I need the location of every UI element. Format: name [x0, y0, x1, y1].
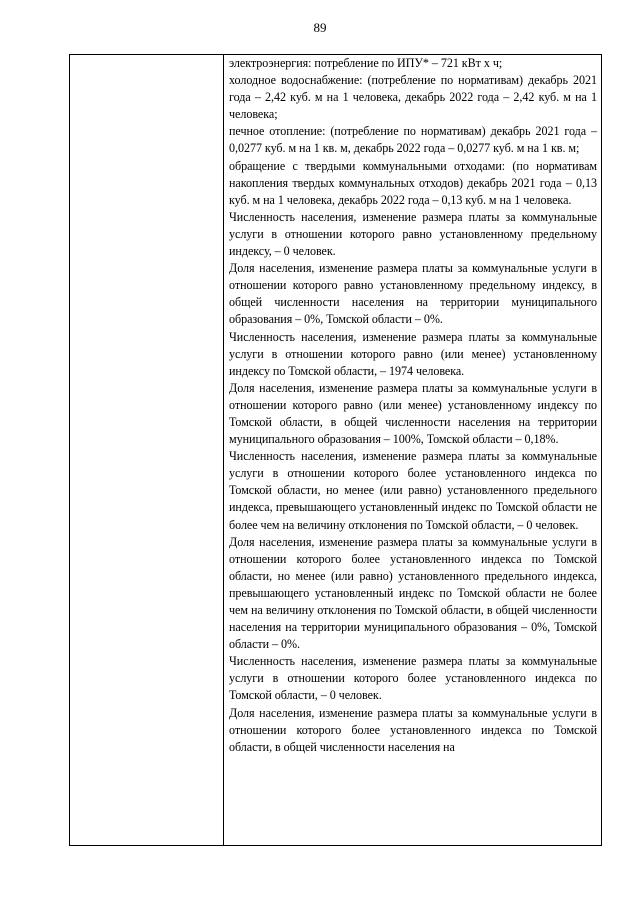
page-number: 89 — [313, 20, 327, 35]
table-paragraph: электроэнергия: потребление по ИПУ* – 721 кВт х ч; — [229, 56, 503, 70]
document-table — [69, 54, 602, 846]
table-paragraph: Численность населения, изменение размера платы за коммунальные услуги в отношении которого равно (или менее) установленному индексу по Томской области, – 1974 человека. — [229, 329, 597, 378]
table-paragraph: Численность населения, изменение размера платы за коммунальные услуги в отношении которого равно установленному предельному индексу, – 0 человек. — [229, 209, 597, 259]
table-paragraph: обращение с твердыми коммунальными отходами: (по нормативам накопления твердых коммунальных отходов) декабрь 2021 года – 0,13 куб. м на 1 человека, декабрь 2022 года – 0,13 куб. м на 1 человека. — [229, 158, 597, 207]
table-paragraph: Доля населения, изменение размера платы за коммунальные услуги в отношении которого более установленного индекса по Томской области, в общей численности населения на — [229, 705, 597, 754]
table-paragraph: печное отопление: (потребление по нормативам) декабрь 2021 года – 0,0277 куб. м на 1 кв. м, декабрь 2022 года – 0,0277 куб. м на 1 кв. м; — [229, 124, 597, 156]
table-left-cell — [70, 55, 224, 845]
table-paragraph: холодное водоснабжение: (потребление по нормативам) декабрь 2021 года – 2,42 куб. м на 1 человека, декабрь 2022 года – 2,42 куб. м на 1 человека; — [229, 73, 597, 122]
table-paragraph: Численность населения, изменение размера платы за коммунальные услуги в отношении которого более установленного индекса по Томской области, – 0 человек. — [229, 654, 597, 703]
table-paragraph: Доля населения, изменение размера платы за коммунальные услуги в отношении которого равно установленному предельному индексу, в общей численности населения на территории муниципального образования – 0%, Томской области – 0%. — [229, 261, 597, 327]
table-paragraph: Доля населения, изменение размера платы за коммунальные услуги в отношении которого равно (или менее) установленному индексу по Томской области, в общей численности населения на территории муниципального образования – 100%, Томской области – 0,18%. — [229, 380, 597, 447]
table-paragraph: Численность населения, изменение размера платы за коммунальные услуги в отношении которого более установленного индекса по Томской области, но менее (или равно) установленного предельного индекса, превышающего установленный индекс по Томской области не более чем на величину отклонения по Томской области, – 0 человек. — [229, 449, 597, 532]
table-paragraph: Доля населения, изменение размера платы за коммунальные услуги в отношении которого более установленного индекса по Томской области, но менее (или равно) установленного предельного индекса, превышающего установленный индекс по Томской области не более чем на величину отклонения по Томской области, в общей численности населения на территории муниципального образования – 0%, Томской области – 0%. — [229, 534, 597, 652]
table-right-cell — [224, 55, 601, 845]
